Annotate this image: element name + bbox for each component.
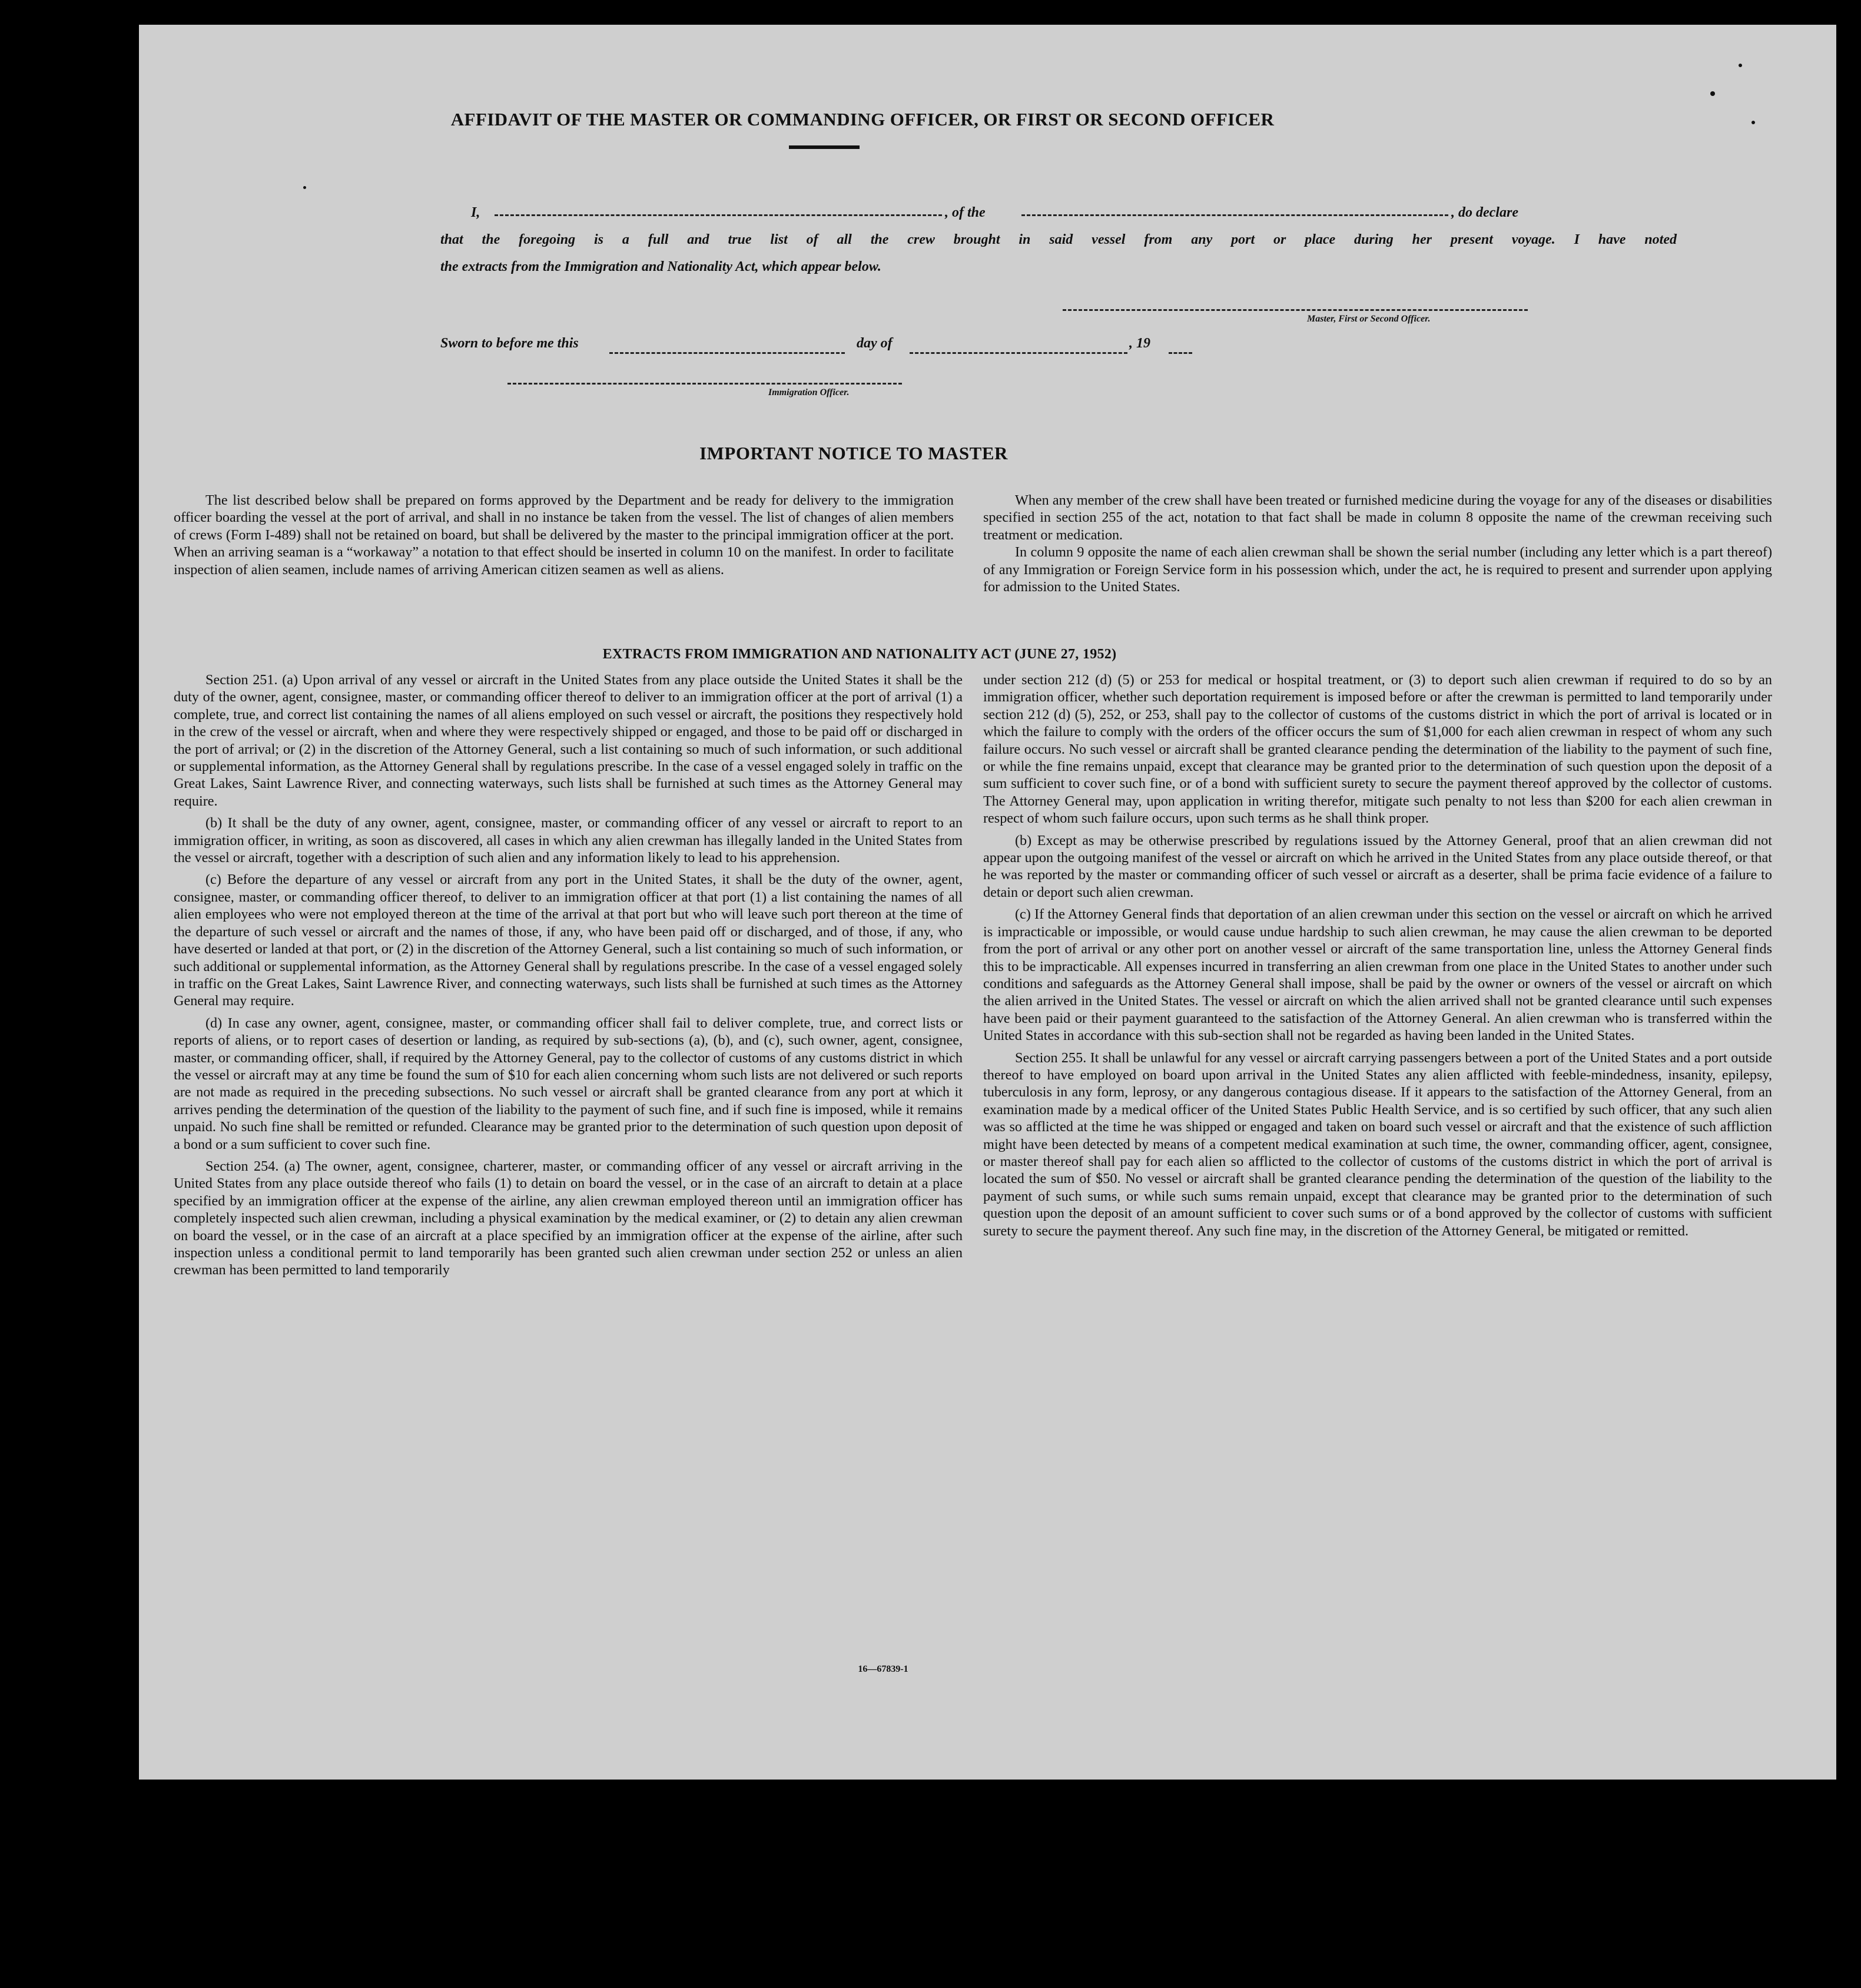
notice-paragraph: The list described below shall be prepared on forms approved by the Department and be ready for delivery to the immigration officer boarding the vessel at the port of arrival, and shall in no instance be taken from the vessel. The list of changes of alien members of crews (Form I-489) shall not be retained on board, but shall be delivered by the master to the principal immigration officer at the port. When an arriving seaman is a “workaway” a notation to that effect should be inserted in column 10 on the manifest. In order to facilitate inspection of alien seamen, include names of arriving American citizen seamen as well as aliens.	[174, 492, 954, 578]
declarant-name-field[interactable]	[495, 214, 942, 216]
scan-speck	[303, 186, 306, 189]
scan-speck	[1751, 121, 1755, 124]
notice-paragraph: In column 9 opposite the name of each alien crewman shall be shown the serial number (including any letter which is a part thereof) of any Immigration or Foreign Service form in his possession which, under the act, he is required to present and surrender upon applying for admission to the United States.	[983, 544, 1772, 595]
section-254-a-continued: under section 212 (d) (5) or 253 for medical or hospital treatment, or (3) to deport such alien crewman if required to do so by an immigration officer, whether such deportation requirement is imposed before or after the crewman is permitted to land temporarily under section 212 (d) (5), 252, or 253, shall pay to the collector of customs of the customs district in which the port of arrival is located or in which the failure to comply with the orders of the officer occurs the sum of $1,000 for each alien crewman in respect of whom any such failure occurs. No such vessel or aircraft shall be granted clearance pending the determination of the liability to the payment of such fine, or while the fine remains unpaid, except that clearance may be granted prior to the determination of such question upon the deposit of a sum sufficient to cover such fine, or of a bond with sufficient surety to secure the payment thereof approved by the collector of customs. The Attorney General may, upon application in writing therefor, mitigate such penalty to not less than $200 for each alien crewman in respect of whom such failure occurs, upon such terms as he shall think proper.	[983, 672, 1772, 827]
notice-right-column	[983, 492, 1772, 595]
sworn-month-field[interactable]	[910, 352, 1127, 354]
declaration-line-2: that the foregoing is a full and true list of all the crew brought in said vessel from any port or place during her present voyage. I have noted	[440, 232, 1677, 247]
vessel-name-field[interactable]	[1021, 214, 1448, 216]
declarant-prefix: I,	[471, 205, 480, 220]
title-divider	[789, 145, 860, 149]
extracts-left-column	[174, 671, 963, 1284]
scan-speck	[1710, 91, 1715, 96]
scan-speck	[1739, 64, 1742, 67]
section-254-a: Section 254. (a) The owner, agent, consignee, charterer, master, or commanding officer of any vessel or aircraft arriving in the United States from any place outside thereof who fails (1) to detain on board the vessel, or in the case of an aircraft to detain at a place specified by an immigration officer at the expense of the airline, any alien crewman employed thereon until an immigration officer has completely inspected such alien crewman, including a physical examination by the medical examiner, or (2) to detain any alien crewman on board the vessel, or in the case of an aircraft at a place specified by an immigration officer at the expense of the airline, after such inspection unless a conditional permit to land temporarily has been granted such alien crewman under section 252 or unless an alien crewman has been permitted to land temporarily	[174, 1158, 963, 1278]
extracts-title: EXTRACTS FROM IMMIGRATION AND NATIONALITY ACT (JUNE 27, 1952)	[602, 647, 1117, 662]
master-signature-caption: Master, First or Second Officer.	[1307, 314, 1431, 324]
section-254-b: (b) Except as may be otherwise prescribed by regulations issued by the Attorney General, proof that an alien crewman did not appear upon the outgoing manifest of the vessel or aircraft on which he arrived in the United States from any place outside thereof, or that he was reported by the master or commanding officer of such vessel or aircraft as a deserter, shall be prima facie evidence of a failure to detain or deport such alien crewman.	[983, 832, 1772, 900]
officer-signature-line[interactable]	[507, 383, 902, 385]
year-label: , 19	[1129, 336, 1150, 351]
section-254-c: (c) If the Attorney General finds that deportation of an alien crewman under this section on the vessel or aircraft on which he arrived is impracticable or impossible, or would cause undue hardship to such alien crewman, he may cause the alien crewman to be deported from the port of arrival or any other port on another vessel or aircraft of the same transportation line, unless the Attorney General finds this to be impracticable. All expenses incurred in transferring an alien crewman from one place in the United States to another under such conditions and safeguards as the Attorney General shall impose, shall be paid by the owner or owners of the vessel or aircraft on which the alien arrived in the United States. The vessel or aircraft on which the alien arrived shall not be granted clearance until such expenses have been paid or their payment guaranteed to the satisfaction of the Attorney General. An alien crewman who is transferred within the United States in accordance with this sub-section shall not be regarded as having been landed in the United States.	[983, 906, 1772, 1044]
declaration-line-3: the extracts from the Immigration and Nationality Act, which appear below.	[440, 259, 881, 274]
section-251-c: (c) Before the departure of any vessel or aircraft from any port in the United States, it shall be the duty of the owner, agent, consignee, master, or commanding officer thereof, to deliver to an immigration officer at that port (1) a list containing the names of all alien employees who were not employed thereon at the time of the arrival at that port but who will leave such port thereon at the time of the departure of such vessel or aircraft and the names of those, if any, who have been paid off or discharged, and of those, if any, who have deserted or landed at that port, or (2) in the discretion of the Attorney General, such a list containing so much of such information, or such additional or supplemental information, as the Attorney General shall by regulations prescribe. In the case of a vessel engaged solely in traffic on the Great Lakes, Saint Lawrence River, and connecting waterways, such lists shall be furnished at such times as the Attorney General may require.	[174, 872, 963, 1009]
section-251-b: (b) It shall be the duty of any owner, agent, consignee, master, or commanding officer of any vessel or aircraft to report to an immigration officer, in writing, as soon as discovered, all cases in which any alien crewman has illegally landed in the United States from the vessel or aircraft, together with a description of such alien and any information likely to lead to his apprehension.	[174, 815, 963, 866]
section-251-d: (d) In case any owner, agent, consignee, master, or commanding officer shall fail to deliver complete, true, and correct lists or reports of aliens, or to report cases of desertion or landing, as required by sub-sections (a), (b), and (c), such owner, agent, consignee, master, or commanding officer, shall, if required by the Attorney General, pay to the collector of customs of any customs district in which the vessel or aircraft may at any time be found the sum of $10 for each alien concerning whom such lists are not delivered or such reports are not made as required in the preceding subsections. No such vessel or aircraft shall be granted clearance from any port at which it arrives pending the determination of the question of the liability to the payment of such fine, and if such fine is imposed, while it remains unpaid. No such fine shall be remitted or refunded. Clearance may be granted prior to the determination of such question upon deposit of a bond or a sum sufficient to cover such fine.	[174, 1015, 963, 1152]
section-251-a: Section 251. (a) Upon arrival of any vessel or aircraft in the United States from any place outside the United States it shall be the duty of the owner, agent, consignee, master, or commanding officer thereof to deliver to an immigration officer at the port of arrival (1) a complete, true, and correct list containing the names of all aliens employed on such vessel or aircraft, the positions they respectively hold in the crew of the vessel or aircraft, when and where they were respectively shipped or engaged, and those to be paid off or discharged in the port of arrival; or (2) in the discretion of the Attorney General, such a list containing so much of such information, or such additional or supplemental information, as the Attorney General shall by regulations prescribe. In the case of a vessel engaged solely in traffic on the Great Lakes, Saint Lawrence River, and connecting waterways, such lists shall be furnished at such times as the Attorney General may require.	[174, 672, 963, 809]
affidavit-declaration	[300, 199, 1677, 280]
vessel-of-label: , of the	[945, 205, 986, 220]
sworn-year-field[interactable]	[1169, 352, 1192, 354]
affidavit-title: AFFIDAVIT OF THE MASTER OR COMMANDING OFFICER, OR FIRST OR SECOND OFFICER	[450, 109, 1275, 130]
notice-title: IMPORTANT NOTICE TO MASTER	[699, 443, 1008, 463]
form-code: 16—67839-1	[858, 1664, 908, 1674]
master-signature-line[interactable]	[1063, 309, 1528, 311]
section-255: Section 255. It shall be unlawful for any vessel or aircraft carrying passengers between a port of the United States and a port outside thereof to have employed on board upon arrival in the United States any alien afflicted with feeble-mindedness, insanity, epilepsy, tuberculosis in any form, leprosy, or any dangerous contagious disease. If it appears to the satisfaction of the Attorney General, from an examination made by a medical officer of the United States Public Health Service, and is so certified by such officer, that any such alien was so afflicted at the time he was shipped or engaged and taken on board such vessel or aircraft and that the existence of such affliction might have been detected by means of a competent medical examination at such time, the owner, commanding officer, agent, consignee, or master thereof shall pay for each alien so afflicted to the collector of customs of the customs district in which the port of arrival is located the sum of $50. No vessel or aircraft shall be granted clearance pending the determination of the question of the liability to the payment of such sums, or while such sums remain unpaid, except that clearance may be granted prior to the determination of such question upon the deposit of an amount sufficient to cover such sums or of a bond approved by the collector of customs with sufficient surety to secure the payment thereof. Any such fine may, in the discretion of the Attorney General, be mitigated or remitted.	[983, 1049, 1772, 1239]
officer-signature-caption: Immigration Officer.	[768, 387, 850, 397]
notice-left-column	[174, 492, 954, 578]
notice-paragraph: When any member of the crew shall have been treated or furnished medicine during the voyage for any of the diseases or disabilities specified in section 255 of the act, notation to that fact shall be made in column 8 opposite the name of the crewman receiving such treatment or medication.	[983, 492, 1772, 543]
sworn-label: Sworn to before me this	[440, 336, 579, 351]
day-of-label: day of	[857, 336, 893, 351]
declare-label: , do declare	[1451, 205, 1518, 220]
sworn-date-field[interactable]	[609, 352, 845, 354]
extracts-right-column	[983, 671, 1772, 1244]
